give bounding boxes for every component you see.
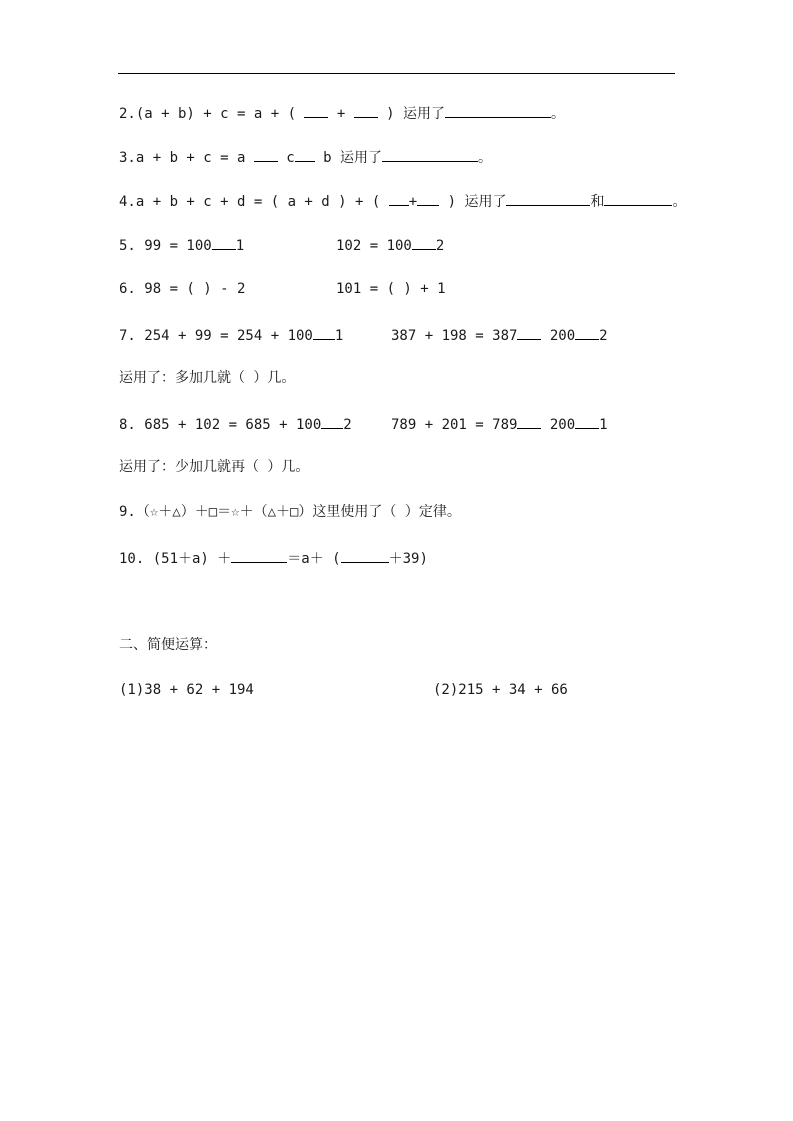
q3-blank-3[interactable] [382, 147, 478, 162]
q2-text-a: 2.(a + b) + c = a + ( [119, 106, 305, 122]
q5-left-text-a: 5. 99 = 100 [119, 238, 212, 254]
problem-2-text: (2)215 + 34 + 66 [433, 682, 568, 698]
q4-blank-3[interactable] [506, 191, 590, 206]
q4-text-e: 。 [672, 194, 687, 210]
q2-text-d: 。 [551, 106, 566, 122]
question-2 [119, 103, 565, 123]
q7-right-text-c: 2 [599, 328, 608, 344]
q10-text-c: ＋39) [388, 551, 428, 567]
q3-text-b: c [277, 150, 295, 166]
section-2-title-text: 二、简便运算： [119, 637, 217, 653]
q2-text-b: + [328, 106, 354, 122]
q7-left-blank[interactable] [313, 325, 335, 340]
question-8-left [119, 414, 352, 434]
q4-text-d: 和 [590, 194, 605, 210]
question-8-note [119, 458, 309, 476]
q4-text-c: ) 运用了 [439, 194, 507, 210]
q4-blank-2[interactable] [417, 191, 439, 206]
problem-2 [433, 681, 568, 699]
q8-left-text-b: 2 [343, 417, 352, 433]
header-rule [118, 73, 675, 74]
question-9 [119, 503, 461, 521]
q5-left-text-b: 1 [235, 238, 245, 254]
q8-right-text-b: 200 [541, 417, 576, 433]
q8-left-blank[interactable] [321, 414, 343, 429]
q8-right-text-a: 789 + 201 = 789 [391, 417, 518, 433]
q8-note-text: 运用了：少加几就再（ ）几。 [119, 459, 310, 475]
q2-text-c: ) 运用了 [377, 106, 446, 122]
q4-text-a: 4.a + b + c + d = ( a + d ) + ( [119, 194, 389, 210]
q8-right-blank-1[interactable] [517, 414, 541, 429]
problem-1 [119, 681, 254, 699]
q3-blank-1[interactable] [254, 147, 278, 162]
q7-left-text-b: 1 [334, 328, 344, 344]
question-6-left [119, 280, 245, 298]
q3-text-d: 。 [478, 150, 493, 166]
q5-left-blank[interactable] [212, 235, 236, 250]
q7-left-text-a: 7. 254 + 99 = 254 + 100 [119, 328, 313, 344]
q10-blank-2[interactable] [341, 548, 389, 563]
question-8-right [391, 414, 608, 434]
q5-right-text-b: 2 [435, 238, 445, 254]
q7-right-text-b: 200 [541, 328, 576, 344]
q3-text-c: b 运用了 [314, 150, 383, 166]
q5-right-blank[interactable] [412, 235, 436, 250]
q2-blank-1[interactable] [304, 103, 328, 118]
question-10 [119, 548, 428, 568]
q5-right-text-a: 102 = 100 [336, 238, 412, 254]
question-5-right [336, 235, 444, 255]
question-5-left [119, 235, 244, 255]
q8-right-text-c: 1 [599, 417, 608, 433]
question-7-left [119, 325, 343, 345]
problem-1-text: (1)38 + 62 + 194 [119, 682, 254, 698]
question-6-right [336, 280, 446, 298]
q2-blank-3[interactable] [445, 103, 551, 118]
question-7-right [391, 325, 608, 345]
q7-right-text-a: 387 + 198 = 387 [391, 328, 518, 344]
q10-text-b: ＝a＋ ( [287, 551, 341, 567]
q4-text-b: + [408, 194, 418, 210]
q4-blank-4[interactable] [604, 191, 672, 206]
q3-blank-2[interactable] [295, 147, 315, 162]
q4-blank-1[interactable] [389, 191, 409, 206]
section-2-title [119, 636, 217, 654]
q6-left-text: 6. 98 = ( ) - 2 [119, 281, 246, 297]
q7-note-text: 运用了：多加几就（ ）几。 [119, 370, 296, 386]
question-7-note [119, 369, 295, 387]
q6-right-text: 101 = ( ) + 1 [336, 281, 446, 297]
q10-blank-1[interactable] [231, 548, 287, 563]
q7-right-blank-1[interactable] [517, 325, 541, 340]
question-3 [119, 147, 492, 167]
q3-text-a: 3.a + b + c = a [119, 150, 254, 166]
question-4 [119, 191, 686, 211]
q2-blank-2[interactable] [354, 103, 378, 118]
q8-right-blank-2[interactable] [575, 414, 599, 429]
q10-text-a: 10. (51＋a) ＋ [119, 551, 232, 567]
q8-left-text-a: 8. 685 + 102 = 685 + 100 [119, 417, 322, 433]
q7-right-blank-2[interactable] [575, 325, 599, 340]
q9-text: 9.（☆＋△）＋□＝☆＋（△＋□）这里使用了（ ）定律。 [119, 504, 461, 520]
